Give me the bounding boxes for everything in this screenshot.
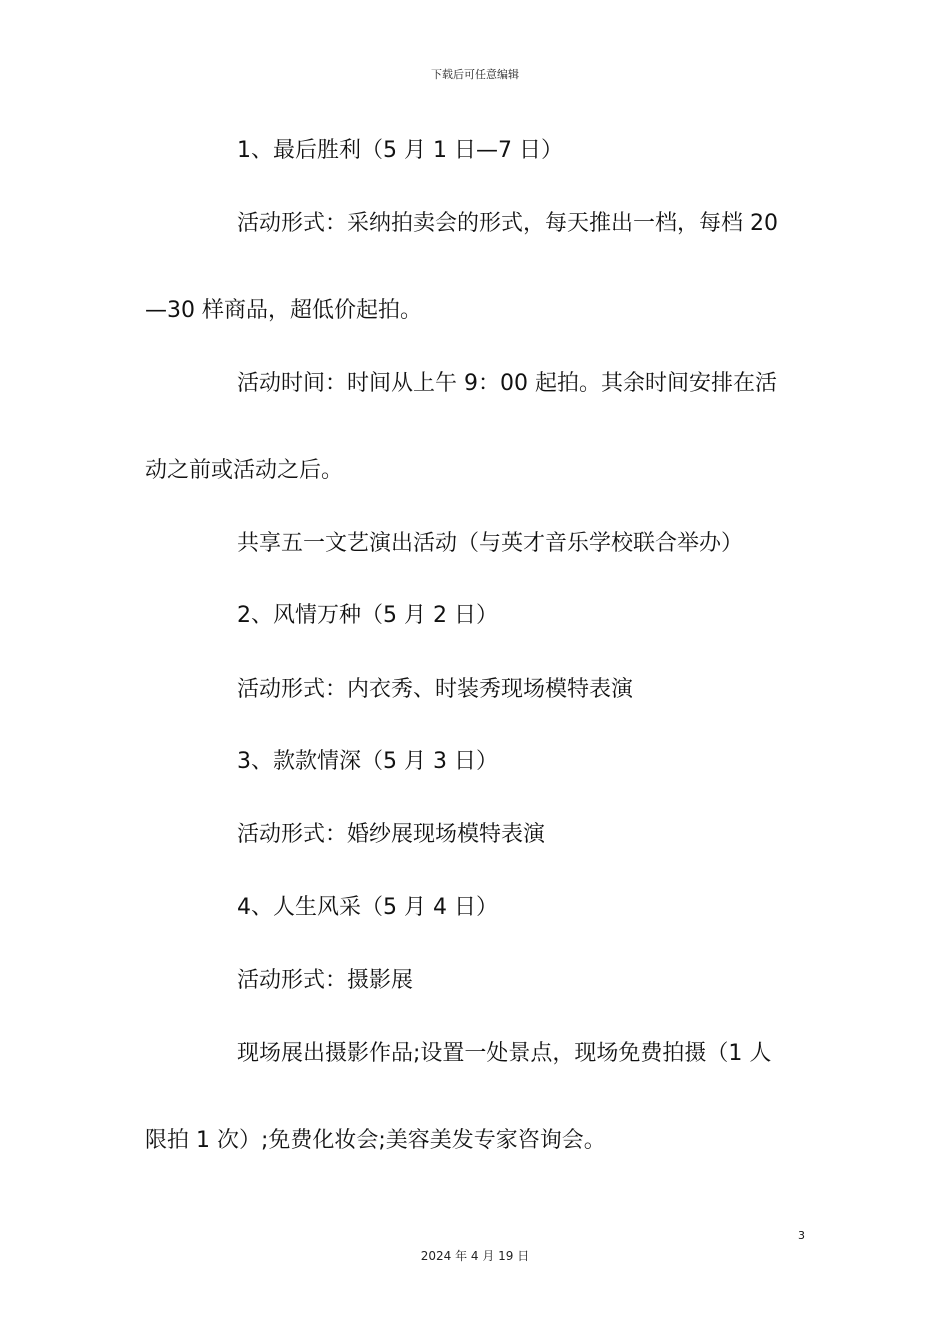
paragraph-6: 活动形式：内衣秀、时装秀现场模特表演 <box>237 677 634 702</box>
paragraph-3-line-2: 动之前或活动之后。 <box>145 458 344 483</box>
page-number: 3 <box>798 1229 805 1242</box>
paragraph-1: 1、最后胜利（5 月 1 日—7 日） <box>237 138 563 163</box>
page-header: 下载后可任意编辑 <box>431 68 519 81</box>
paragraph-2-line-1: 活动形式：采纳拍卖会的形式，每天推出一档，每档 20 <box>237 211 778 236</box>
paragraph-5: 2、风情万种（5 月 2 日） <box>237 603 498 628</box>
paragraph-10: 活动形式：摄影展 <box>237 968 414 993</box>
page-footer-date: 2024 年 4 月 19 日 <box>420 1249 530 1263</box>
paragraph-4: 共享五一文艺演出活动（与英才音乐学校联合举办） <box>237 531 744 556</box>
paragraph-2-line-2: —30 样商品，超低价起拍。 <box>145 298 422 323</box>
paragraph-11-line-1: 现场展出摄影作品;设置一处景点，现场免费拍摄（1 人 <box>237 1041 772 1066</box>
paragraph-3-line-1: 活动时间：时间从上午 9：00 起拍。其余时间安排在活 <box>237 371 777 396</box>
paragraph-8: 活动形式：婚纱展现场模特表演 <box>237 822 546 847</box>
paragraph-9: 4、人生风采（5 月 4 日） <box>237 895 498 920</box>
paragraph-11-line-2: 限拍 1 次）;免费化妆会;美容美发专家咨询会。 <box>145 1128 606 1153</box>
paragraph-7: 3、款款情深（5 月 3 日） <box>237 749 498 774</box>
